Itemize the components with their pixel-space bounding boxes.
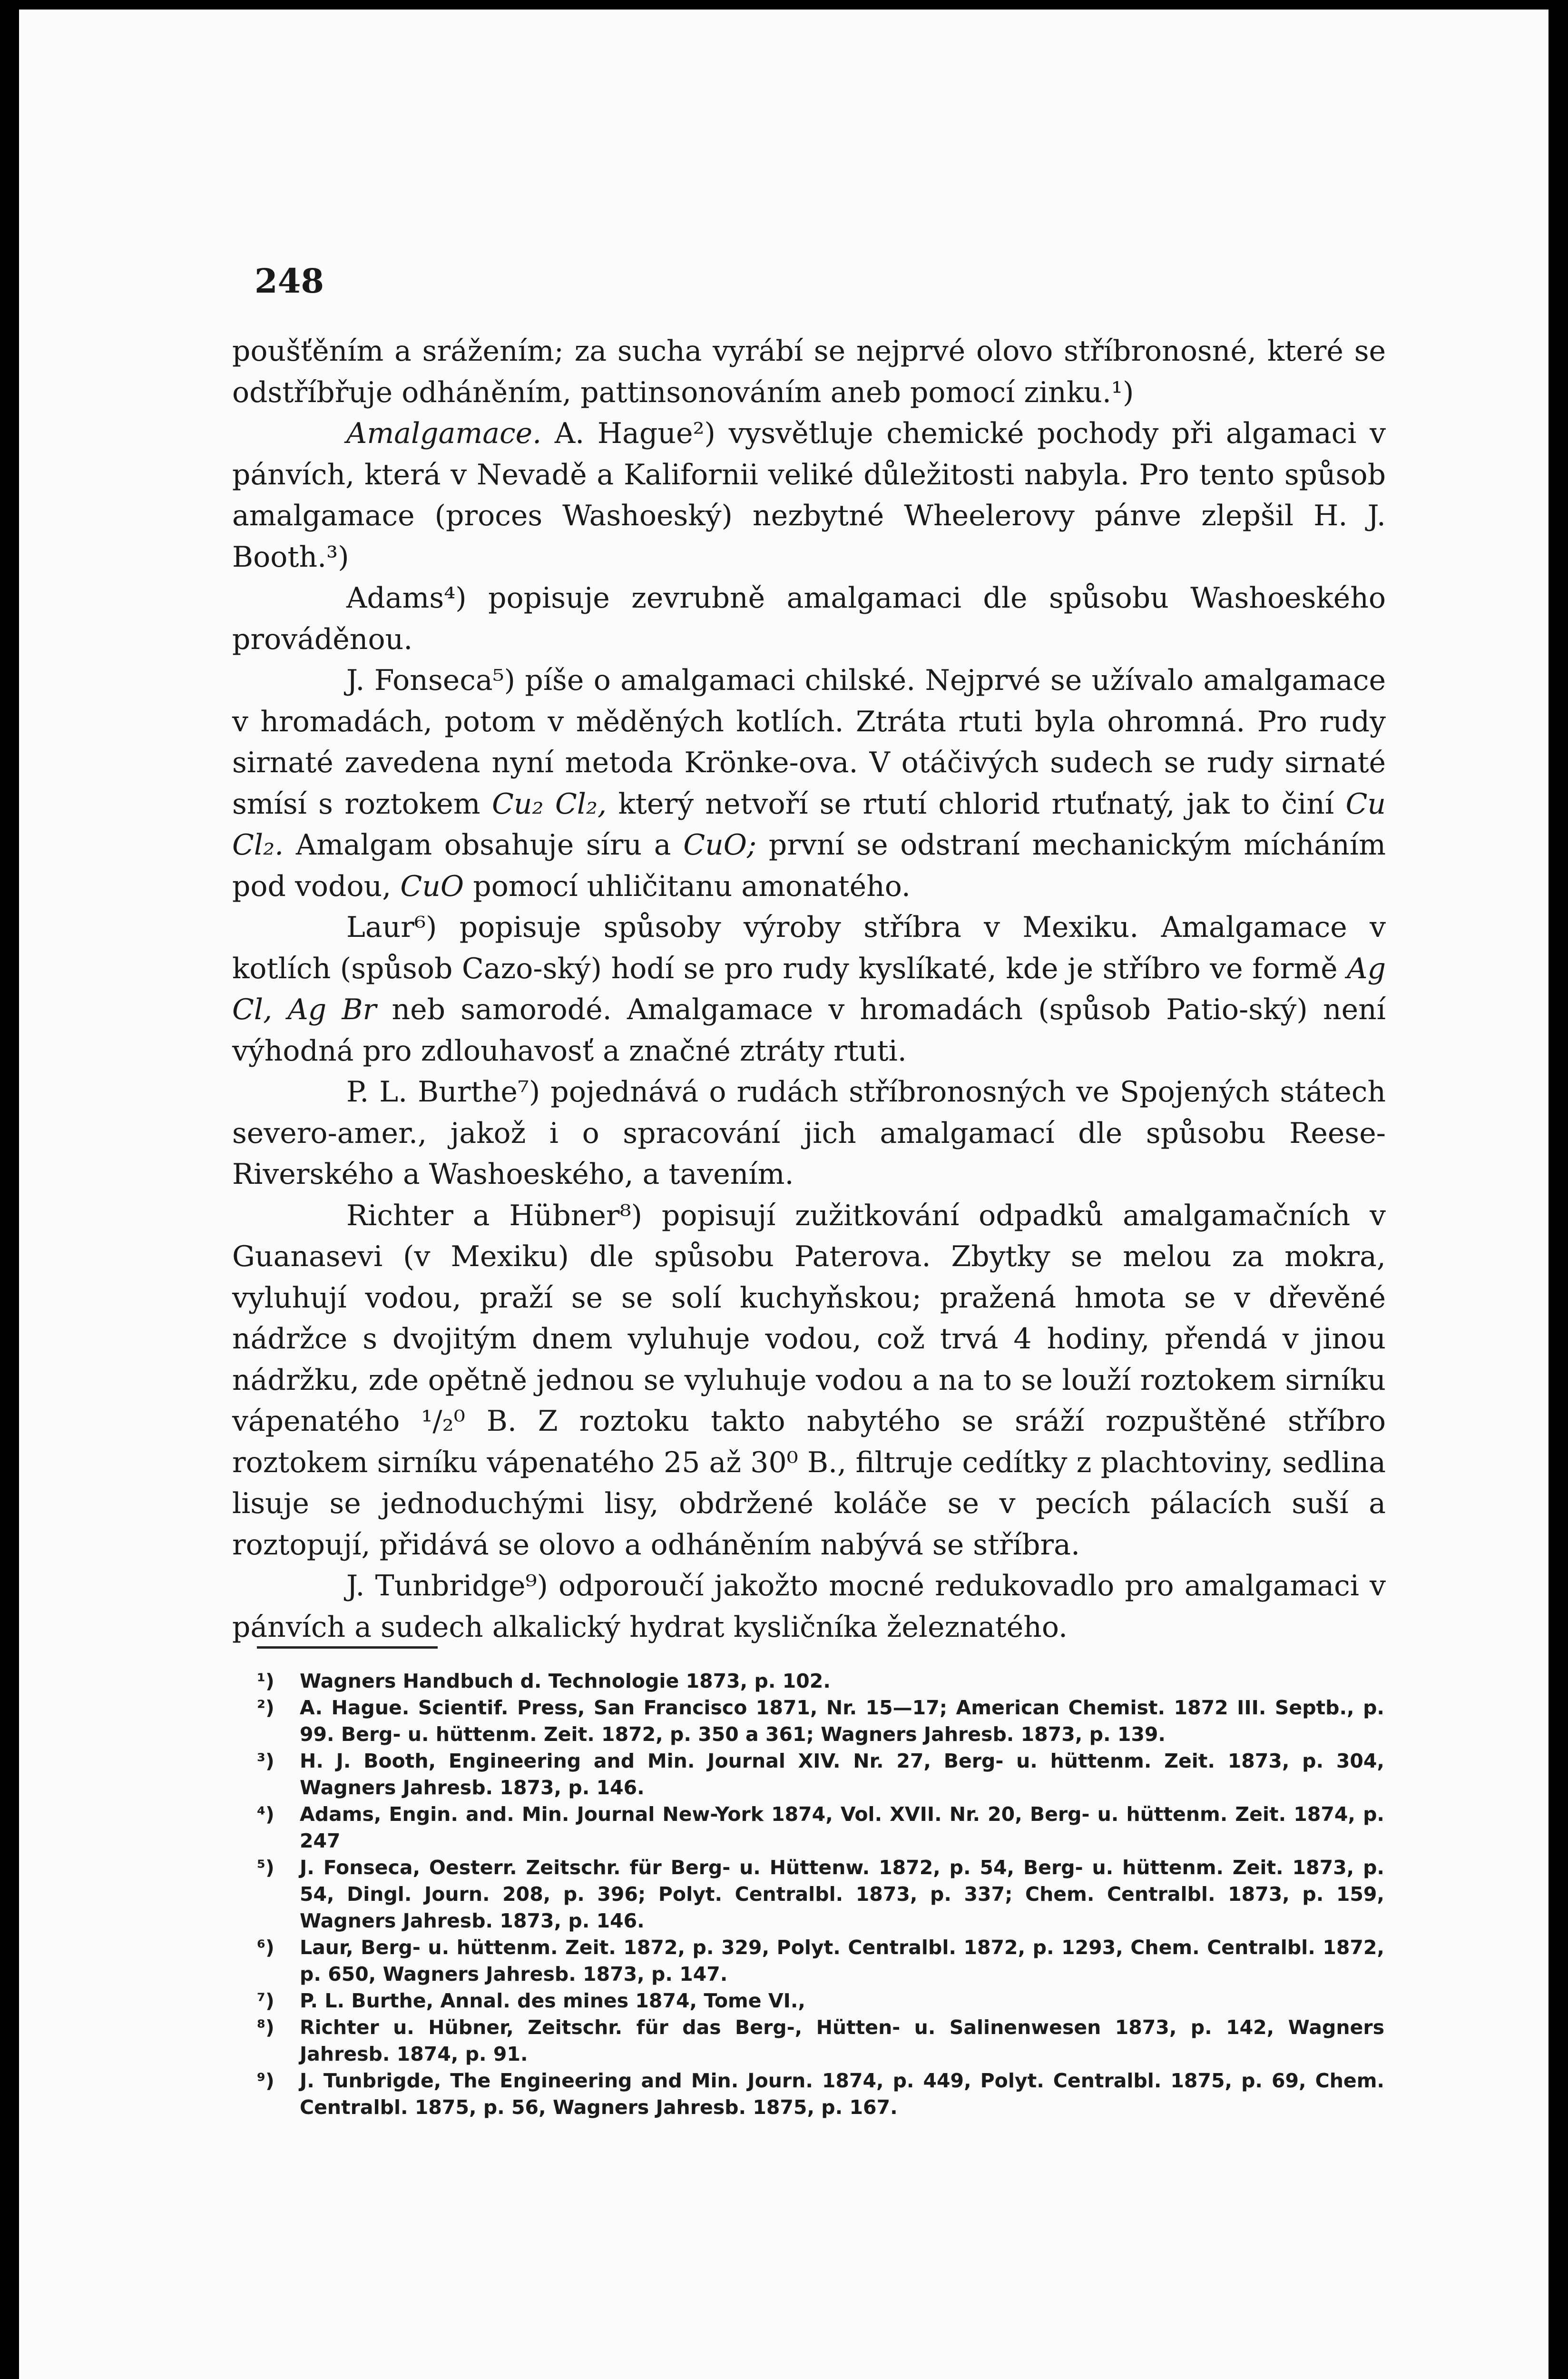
footnote-text: J. Tunbrigde, The Engineering and Min. Journ. 1874, p. 449, Polyt. Centralbl. 1875, p. 69, Chem. Centralbl. 1875, p. 56, Wagners Jahresb. 1875, p. 167. [300, 2069, 1384, 2119]
paragraph-fonseca [232, 660, 1386, 907]
paragraph-richter [232, 1195, 1386, 1566]
footnote-1 [257, 1668, 1384, 1694]
footnote-2 [257, 1694, 1384, 1748]
footnote-text: Laur, Berg- u. hüttenm. Zeit. 1872, p. 329, Polyt. Centralbl. 1872, p. 1293, Chem. Centralbl. 1872, p. 650, Wagners Jahresb. 1873, p. 147. [300, 1936, 1384, 1986]
paragraph-4-text-a: J. Fonseca⁵) píše o amalgamaci chilské. Nejprvé se užívalo amalgamace v hromadách, potom v měděných kotlích. Ztráta rtuti byla ohromná. Pro rudy sirnaté zavedena nyní metoda Krönke-ova. V otáčivých sudech se rudy sirnaté smísí s roztokem [232, 664, 1386, 821]
footnote-mark: ⁸) [257, 2016, 274, 2039]
paragraph-burthe [232, 1072, 1386, 1195]
body-text [232, 331, 1386, 1648]
paragraph-amalgamace [232, 413, 1386, 578]
formula-cucl2: Cu Cl₂. [232, 787, 1386, 862]
paragraph-6-text: P. L. Burthe⁷) pojednává o rudách stříbronosných ve Spojených státech severo-amer., jakož i o spracování jich amalgamací dle spůsobu Reese-Riverského a Washoeského, a tavením. [232, 1075, 1386, 1191]
formula-baume-half: ¹/₂⁰ [421, 1405, 465, 1438]
footnote-5 [257, 1854, 1384, 1934]
paragraph-7-text-a: Richter a Hübner⁸) popisují zužitkování odpadků amalgamačních v Guanasevi (v Mexiku) dle spůsobu Paterova. Zbytky se melou za mokra, vyluhují vodou, praží se se solí kuchyňskou; pražená hmota se v dřevěné nádržce s dvojitým dnem vyluhuje vodou, což trvá 4 hodiny, přendá v jinou nádržku, zde opětně jednou se vyluhuje vodou a na to se louží roztokem sirníku vápenatého [232, 1199, 1386, 1438]
paragraph-5-text-b: neb samorodé. Amalgamace v hromadách (spůsob Patio-ský) není výhodná pro zdlouhavosť a značné ztráty rtuti. [232, 993, 1386, 1068]
footnote-mark: ²) [257, 1696, 274, 1719]
paragraph-4-text-d: první se odstraní mechanickým mícháním pod vodou, [232, 828, 1386, 903]
footnote-text: Richter u. Hübner, Zeitschr. für das Berg-, Hütten- u. Salinenwesen 1873, p. 142, Wagners Jahresb. 1874, p. 91. [300, 2016, 1384, 2065]
paragraph-tunbridge [232, 1565, 1386, 1648]
footnote-divider [257, 1646, 438, 1649]
footnote-text: P. L. Burthe, Annal. des mines 1874, Tome VI., [300, 1989, 805, 2012]
book-page [19, 10, 1548, 2379]
footnote-mark: ⁵) [257, 1856, 274, 1879]
footnote-8 [257, 2014, 1384, 2067]
paragraph-adams [232, 578, 1386, 660]
footnote-9 [257, 2067, 1384, 2121]
paragraph-4-text-b: který netvoří se rtutí chlorid rtuťnatý, jak to činí [618, 787, 1334, 821]
section-lead-amalgamace: Amalgamace. [346, 417, 542, 450]
paragraph-laur [232, 907, 1386, 1072]
footnote-text: A. Hague. Scientif. Press, San Francisco 1871, Nr. 15—17; American Chemist. 1872 III. Septb., p. 99. Berg- u. hüttenm. Zeit. 1872, p. 350 a 361; Wagners Jahresb. 1873, p. 139. [300, 1696, 1384, 1746]
paragraph-4-text-c: Amalgam obsahuje síru a [295, 828, 671, 862]
formula-cu2cl2: Cu₂ Cl₂, [491, 787, 607, 821]
paragraph-3-text: Adams⁴) popisuje zevrubně amalgamaci dle spůsobu Washoeského prováděnou. [232, 581, 1386, 656]
footnote-mark: ⁹) [257, 2069, 274, 2092]
paragraph-7-text-b: B. Z roztoku takto nabytého se sráží rozpuštěné stříbro roztokem sirníku vápenatého 25 až 30⁰ B., filtruje cedítky z plachtoviny, sedlina lisuje se jednoduchými lisy, obdržené koláče se v pecích pálacích suší a roztopují, přidává se olovo a odháněním nabývá se stříbra. [232, 1405, 1386, 1562]
formula-cuo-semicolon: CuO; [683, 828, 757, 862]
paragraph-1-text: poušťěním a srážením; za sucha vyrábí se nejprvé olovo stříbronosné, které se odstříbřuje odháněním, pattinsonováním aneb pomocí zinku.¹) [232, 334, 1386, 409]
paragraph-5-text-a: Laur⁶) popisuje spůsoby výroby stříbra v Mexiku. Amalgamace v kotlích (spůsob Cazo-ský) hodí se pro rudy kyslíkaté, kde je stříbro ve formě [232, 911, 1386, 985]
formula-cuo: CuO [400, 869, 464, 903]
footnote-mark: ³) [257, 1750, 274, 1772]
footnote-text: H. J. Booth, Engineering and Min. Journal XIV. Nr. 27, Berg- u. hüttenm. Zeit. 1873, p. 304, Wagners Jahresb. 1873, p. 146. [300, 1750, 1384, 1799]
formula-agcl: Ag Cl, [232, 952, 1386, 1026]
paragraph-8-text: J. Tunbridge⁹) odporoučí jakožto mocné redukovadlo pro amalgamaci v pánvích a sudech alkalický hydrat kysličníka železnatého. [232, 1569, 1386, 1644]
paragraph-1 [232, 331, 1386, 413]
footnote-7 [257, 1987, 1384, 2014]
footnote-text: Wagners Handbuch d. Technologie 1873, p. 102. [300, 1670, 831, 1692]
footnote-mark: ¹) [257, 1670, 274, 1692]
footnote-6 [257, 1934, 1384, 1987]
footnote-text: J. Fonseca, Oesterr. Zeitschr. für Berg- u. Hüttenw. 1872, p. 54, Berg- u. hüttenm. Zeit. 1873, p. 54, Dingl. Journ. 208, p. 396; Polyt. Centralbl. 1873, p. 337; Chem. Centralbl. 1873, p. 159, Wagners Jahresb. 1873, p. 146. [300, 1856, 1384, 1932]
footnote-mark: ⁴) [257, 1803, 274, 1826]
footnote-3 [257, 1748, 1384, 1801]
footnote-mark: ⁷) [257, 1989, 274, 2012]
paragraph-4-text-e: pomocí uhličitanu amonatého. [473, 869, 911, 903]
page-number: 248 [255, 261, 324, 301]
footnotes [257, 1668, 1384, 2121]
footnote-mark: ⁶) [257, 1936, 274, 1959]
formula-agbr: Ag Br [287, 993, 377, 1026]
paragraph-2-text: A. Hague²) vysvětluje chemické pochody při algamaci v pánvích, která v Nevadě a Kalifornii veliké důležitosti nabyla. Pro tento spůsob amalgamace (proces Washoeský) nezbytné Wheelerovy pánve zlepšil H. J. Booth.³) [232, 417, 1386, 574]
footnote-text: Adams, Engin. and. Min. Journal New-York 1874, Vol. XVII. Nr. 20, Berg- u. hüttenm. Zeit. 1874, p. 247 [300, 1803, 1384, 1852]
footnote-4 [257, 1801, 1384, 1854]
